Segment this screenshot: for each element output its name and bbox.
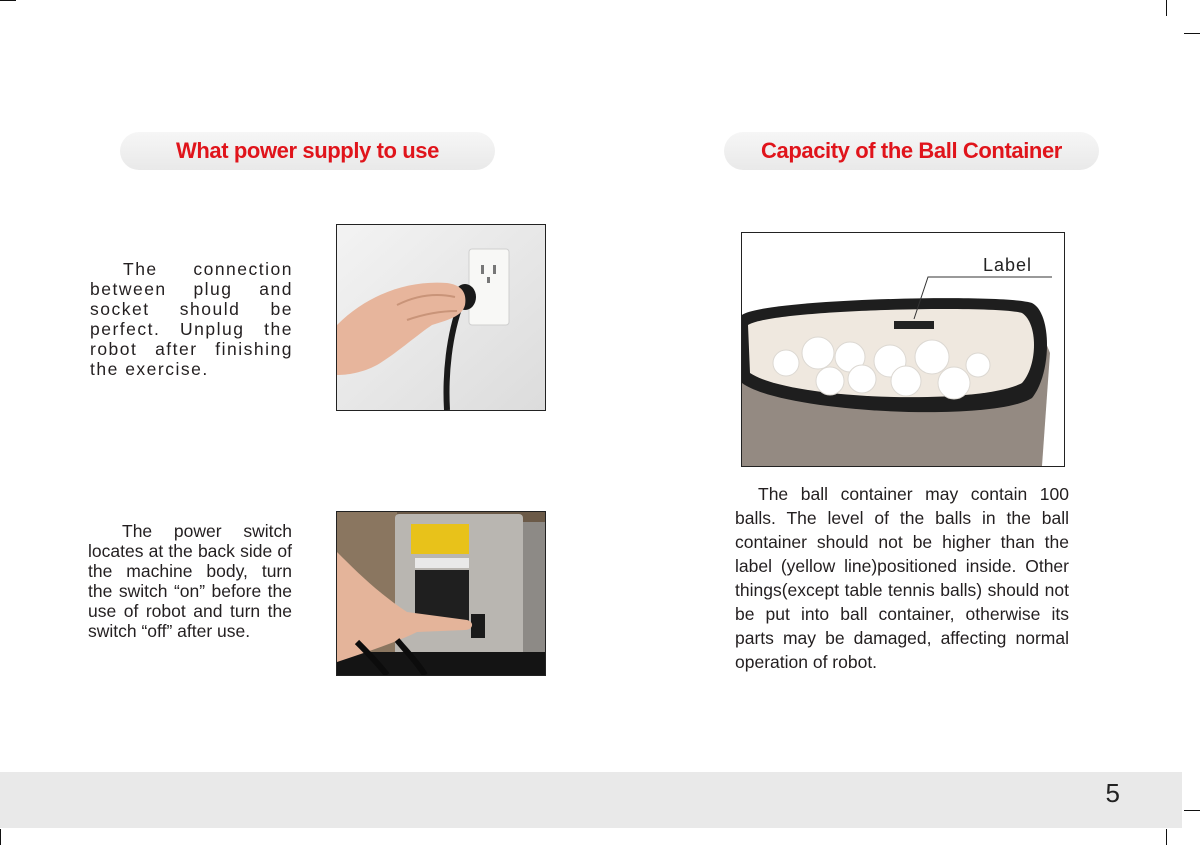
crop-mark-bottom-left — [0, 829, 1, 845]
paragraph-power-switch: The power switch locates at the back side of the machine body, turn the switch “on” before the use of robot and turn the switch “off” after use. — [88, 521, 292, 641]
crop-mark-right-lower — [1184, 810, 1200, 811]
paragraph-plug-socket: The connection between plug and socket should be perfect. Unplug the robot after finishing the exercise. — [90, 259, 293, 379]
photo-power-switch — [336, 511, 546, 676]
crop-mark-right-upper — [1184, 33, 1200, 34]
photo-plug-in-socket — [336, 224, 546, 411]
heading-text: What power supply to use — [176, 138, 439, 163]
page-number: 5 — [1105, 778, 1120, 808]
photo-label-callout: Label — [983, 255, 1033, 275]
section-heading-power-supply — [120, 132, 495, 170]
paragraph-ball-container: The ball container may contain 100 balls. The level of the balls in the ball container should not be higher than the label (yellow line)positioned inside. Other things(except table tennis balls) should not be put into ball container, otherwise its parts may be damaged, affecting normal operation of robot. — [735, 484, 1069, 672]
crop-mark-top-left — [0, 0, 16, 1]
crop-mark-bottom-right — [1166, 829, 1167, 845]
photo-ball-container — [741, 232, 1065, 467]
section-heading-ball-capacity — [724, 132, 1099, 170]
footer-bar — [0, 772, 1182, 828]
crop-mark-top-right-v — [1166, 0, 1167, 16]
heading-text: Capacity of the Ball Container — [761, 138, 1062, 163]
